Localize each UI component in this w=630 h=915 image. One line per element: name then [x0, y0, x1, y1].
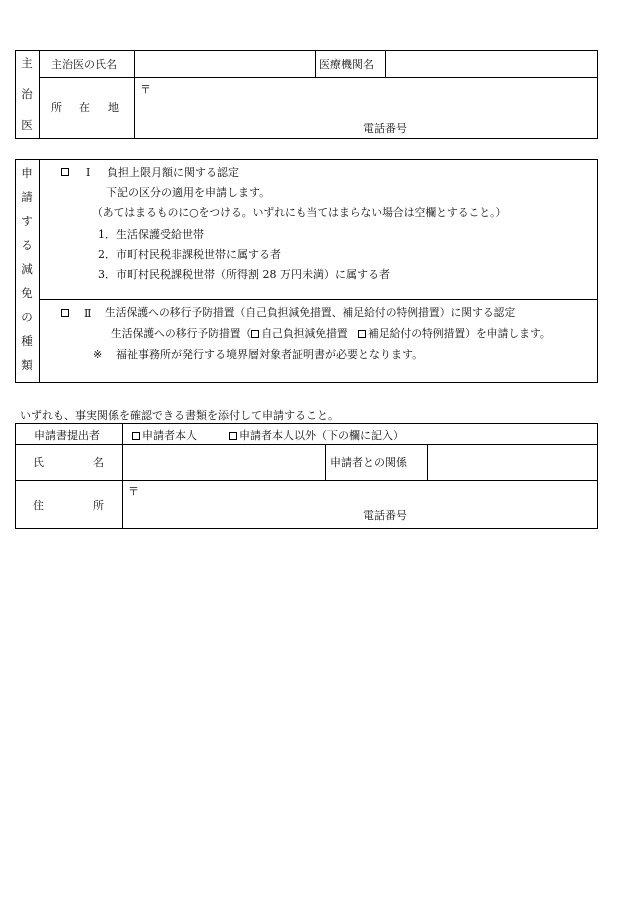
- applicant-address-label-char: 住: [33, 499, 44, 512]
- reduction-side-char: 減: [21, 262, 33, 276]
- relation-field[interactable]: [429, 445, 597, 479]
- option2-checkbox[interactable]: [358, 330, 366, 338]
- section1-item[interactable]: 2．市町村民税非課税世帯に属する者: [98, 248, 281, 261]
- relation-divider-right: [427, 444, 428, 480]
- section2-note-mark: ※: [93, 348, 103, 361]
- relation-divider-left: [325, 444, 326, 480]
- other-label: 申請者本人以外（下の欄に記入）: [239, 429, 404, 442]
- doctor-postal-mark: 〒: [140, 83, 151, 96]
- section1-checkbox[interactable]: [61, 168, 69, 176]
- applicant-postal-mark: 〒: [128, 485, 139, 498]
- option1-label: 自己負担減免措置: [261, 327, 348, 340]
- doctor-address-label-char: 地: [108, 101, 119, 114]
- section1-line2: （あてはまるものに○をつける。いずれにも当てはまらない場合は空欄とすること。）: [92, 206, 507, 219]
- doctor-side-char: 医: [21, 118, 33, 132]
- relation-label: 申請者との関係: [330, 456, 407, 469]
- option1-checkbox[interactable]: [251, 330, 259, 338]
- section1-item[interactable]: 3．市町村民税課税世帯（所得割 28 万円未満）に属する者: [98, 268, 390, 281]
- section1-line1: 下記の区分の適用を申請します。: [106, 186, 271, 199]
- section2-line1: [111, 329, 551, 340]
- doctor-institution-divider-left: [315, 50, 316, 77]
- reduction-side-char: す: [21, 214, 33, 228]
- submitter-label: 申請書提出者: [34, 429, 100, 442]
- applicant-address-label-char: 所: [93, 499, 104, 512]
- doctor-address-label-char: 在: [79, 101, 90, 114]
- doctor-name-field[interactable]: [136, 51, 314, 76]
- reduction-side-char: 申: [21, 166, 33, 180]
- section2-line1-prefix: 生活保護への移行予防措置（: [111, 327, 252, 340]
- self-checkbox[interactable]: [132, 432, 140, 440]
- section2-numeral: Ⅱ: [84, 307, 92, 320]
- option2-label: 補足給付の特例措置: [368, 327, 466, 340]
- doctor-side-char: 主: [21, 56, 33, 70]
- reduction-side-char: 類: [21, 358, 33, 372]
- section2-note: 福祉事務所が発行する境界層対象者証明書が必要となります。: [116, 348, 424, 361]
- doctor-address-label-char: 所: [51, 101, 62, 114]
- section2-checkbox[interactable]: [61, 309, 69, 317]
- self-label: 申請者本人: [142, 429, 197, 442]
- section2-line1-suffix: ）を申請します。: [465, 327, 551, 340]
- institution-label: 医療機関名: [319, 58, 374, 71]
- reduction-side-char: の: [21, 310, 33, 324]
- doctor-phone-label: 電話番号: [363, 122, 407, 135]
- applicant-phone-label: 電話番号: [363, 509, 407, 522]
- reduction-side-char: 免: [21, 286, 33, 300]
- doctor-label-divider: [134, 50, 135, 139]
- applicant-label-divider: [122, 423, 123, 529]
- other-checkbox[interactable]: [229, 432, 237, 440]
- reduction-side-char: 種: [21, 334, 33, 348]
- section1-numeral: Ⅰ: [86, 166, 91, 179]
- doctor-institution-divider-right: [385, 50, 386, 77]
- section1-title: 負担上限月額に関する認定: [107, 166, 239, 179]
- section1-item[interactable]: 1．生活保護受給世帯: [98, 228, 204, 241]
- applicant-address-field[interactable]: [124, 481, 597, 528]
- reduction-side-char: 請: [21, 190, 33, 204]
- applicant-name-label-char: 名: [93, 456, 104, 469]
- institution-field[interactable]: [387, 51, 597, 76]
- doctor-name-label: 主治医の氏名: [51, 58, 117, 71]
- submitter-option-self[interactable]: [132, 430, 197, 441]
- applicant-instruction: いずれも、事実関係を確認できる書類を添付して申請すること。: [20, 409, 339, 422]
- doctor-side-divider: [39, 50, 40, 139]
- submitter-option-other[interactable]: [229, 430, 404, 441]
- reduction-side-divider: [39, 159, 40, 383]
- reduction-section-divider: [39, 299, 598, 300]
- reduction-side-char: る: [21, 238, 33, 252]
- section2-title: 生活保護への移行予防措置（自己負担減免措置、補足給付の特例措置）に関する認定: [105, 306, 516, 319]
- applicant-name-field[interactable]: [124, 445, 324, 479]
- doctor-side-char: 治: [21, 87, 33, 101]
- applicant-name-label-char: 氏: [33, 456, 44, 469]
